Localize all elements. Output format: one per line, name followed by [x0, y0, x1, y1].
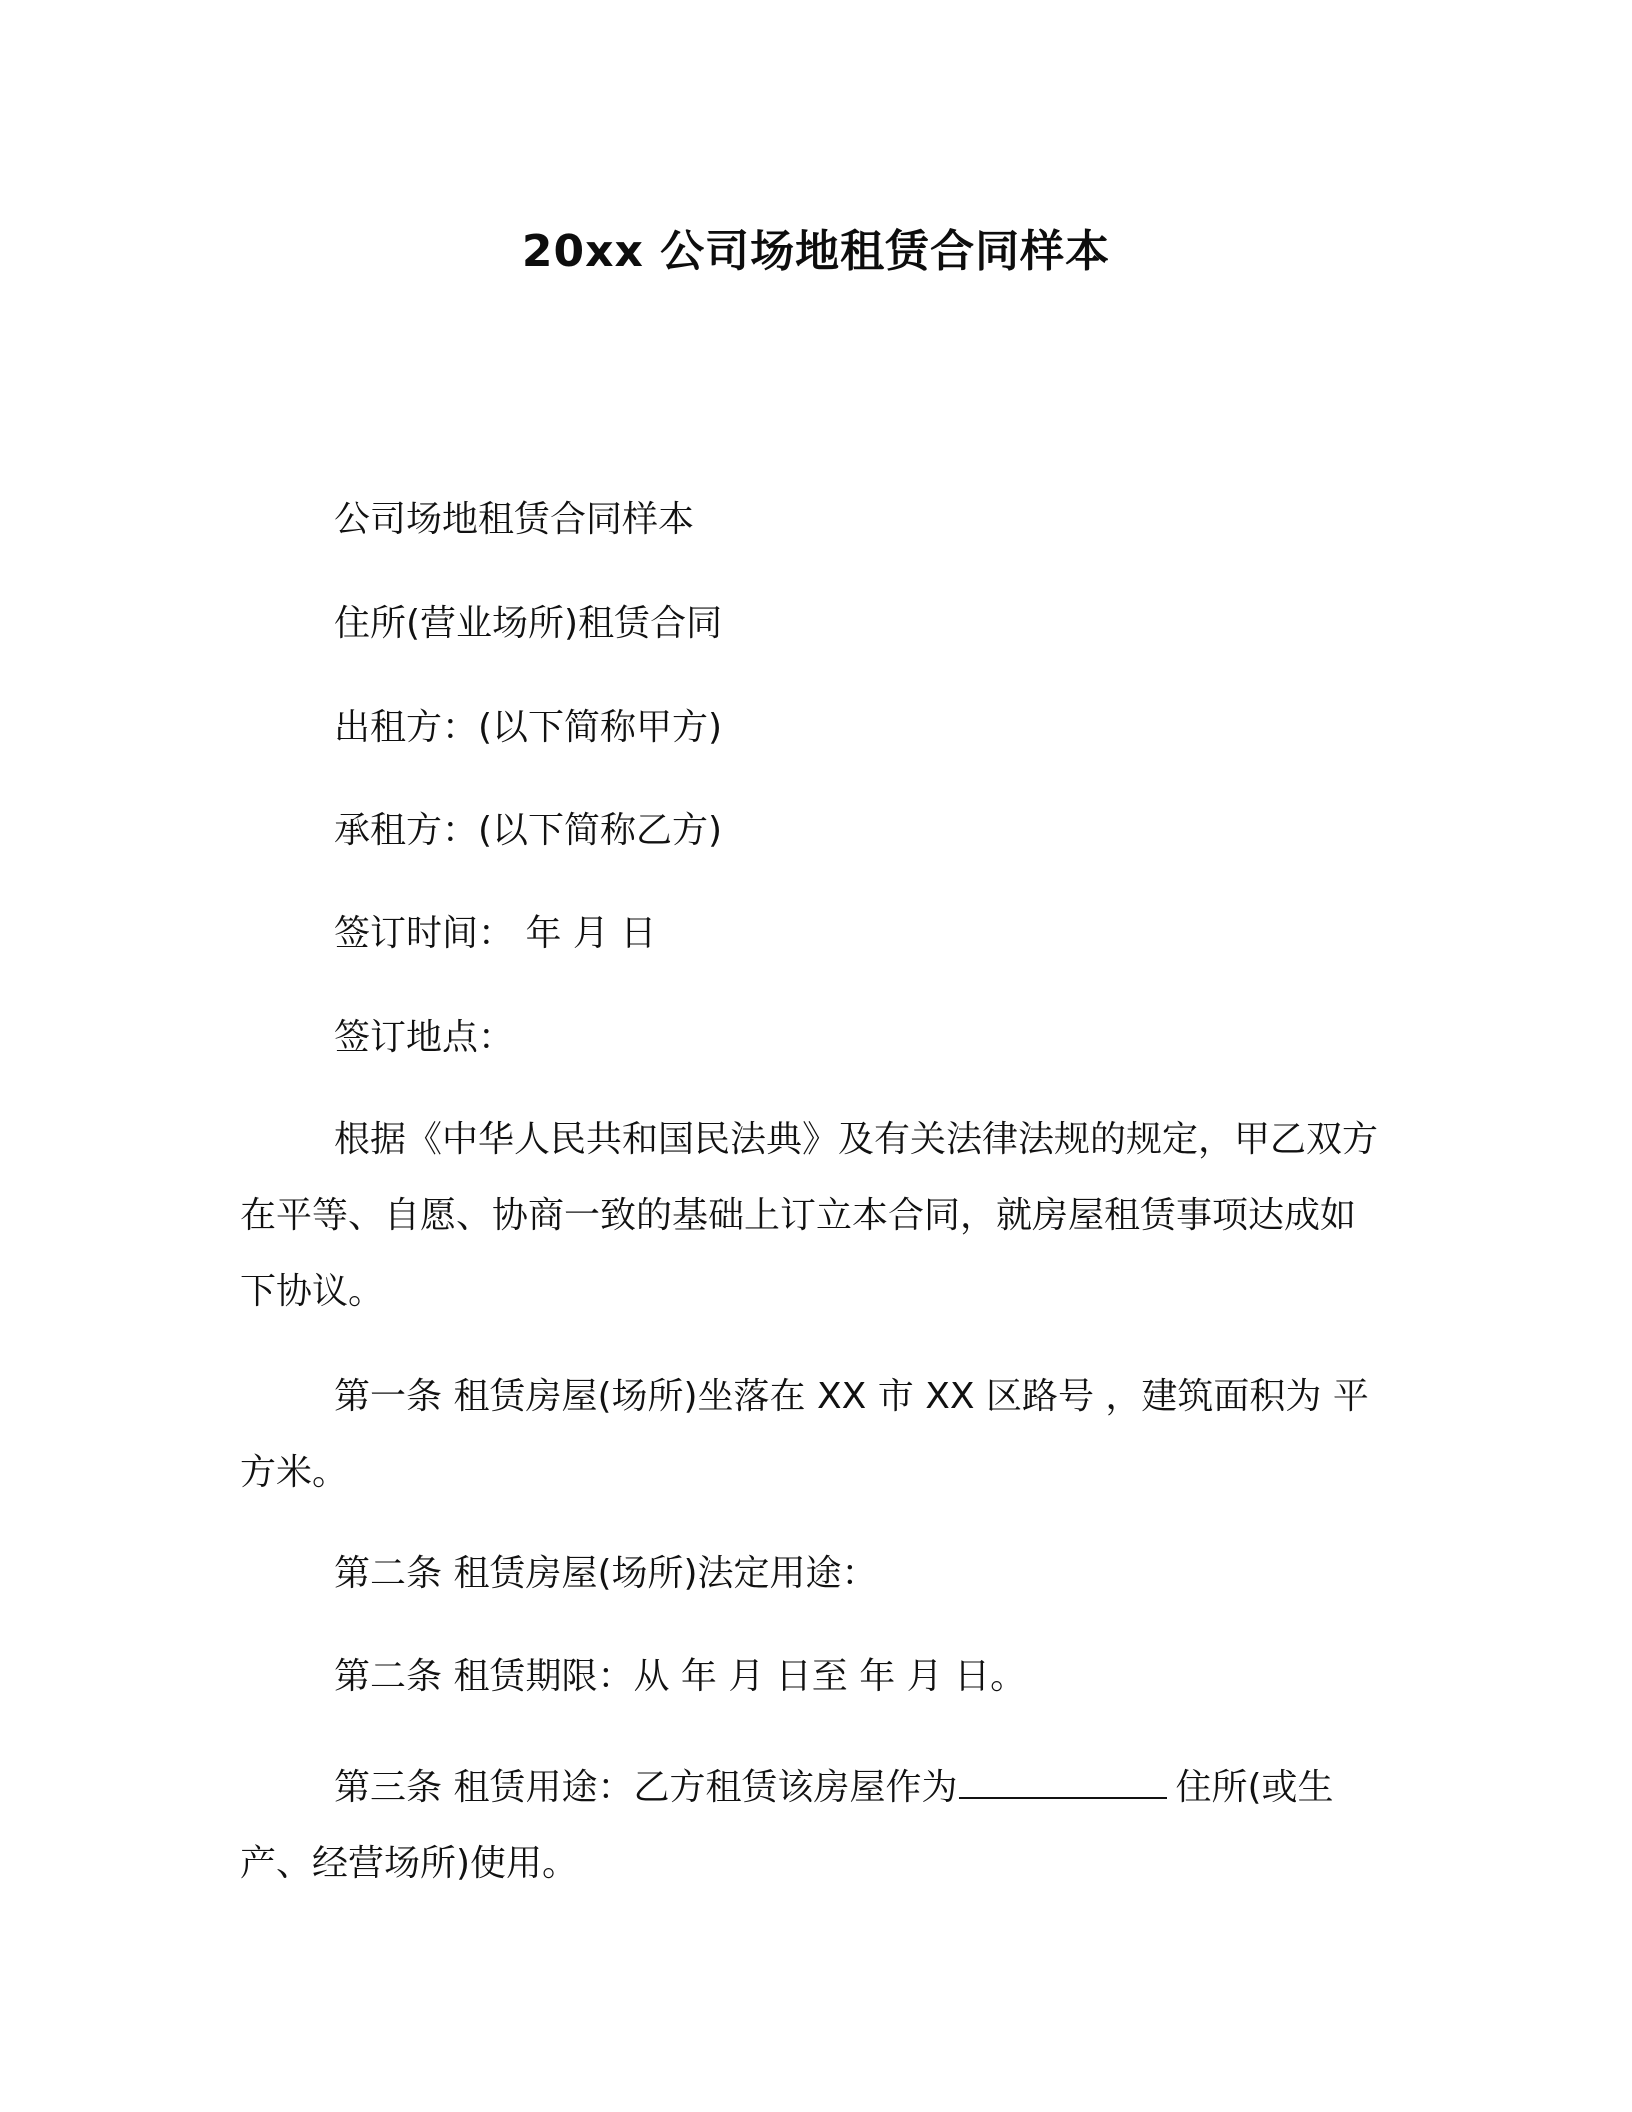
article-2-term-line: 第二条 租赁期限：从 年 月 日至 年 月 日。: [334, 1656, 1027, 1697]
sign-time-line: 签订时间： 年 月 日: [334, 913, 657, 954]
sign-place-line: 签订地点：: [334, 1017, 515, 1058]
lessor-line: 出租方：(以下简称甲方): [334, 707, 723, 748]
fill-in-blank: [959, 1767, 1167, 1799]
preamble-paragraph: [240, 1102, 1380, 1330]
article-3-paragraph: [240, 1750, 1380, 1902]
preamble-text: 根据《中华人民共和国民法典》及有关法律法规的规定，甲乙双方在平等、自愿、协商一致的基础上订立本合同，就房屋租赁事项达成如下协议。: [240, 1119, 1379, 1312]
document-title: 20xx 公司场地租赁合同样本: [521, 226, 1111, 277]
contract-type-line: 住所(营业场所)租赁合同: [334, 603, 723, 644]
subtitle-line: 公司场地租赁合同样本: [334, 499, 695, 540]
article-2-use-line: 第二条 租赁房屋(场所)法定用途：: [334, 1553, 878, 1594]
article-3-text-after: 住所(或生产、经营场所)使用。: [240, 1767, 1334, 1884]
article-1-text: 第一条 租赁房屋(场所)坐落在 XX 市 XX 区路号 ，建筑面积为 平方米。: [240, 1376, 1369, 1493]
lessee-line: 承租方：(以下简称乙方): [334, 810, 723, 851]
article-3-text-before: 第三条 租赁用途：乙方租赁该房屋作为: [334, 1767, 958, 1808]
article-1-paragraph: [240, 1359, 1380, 1511]
